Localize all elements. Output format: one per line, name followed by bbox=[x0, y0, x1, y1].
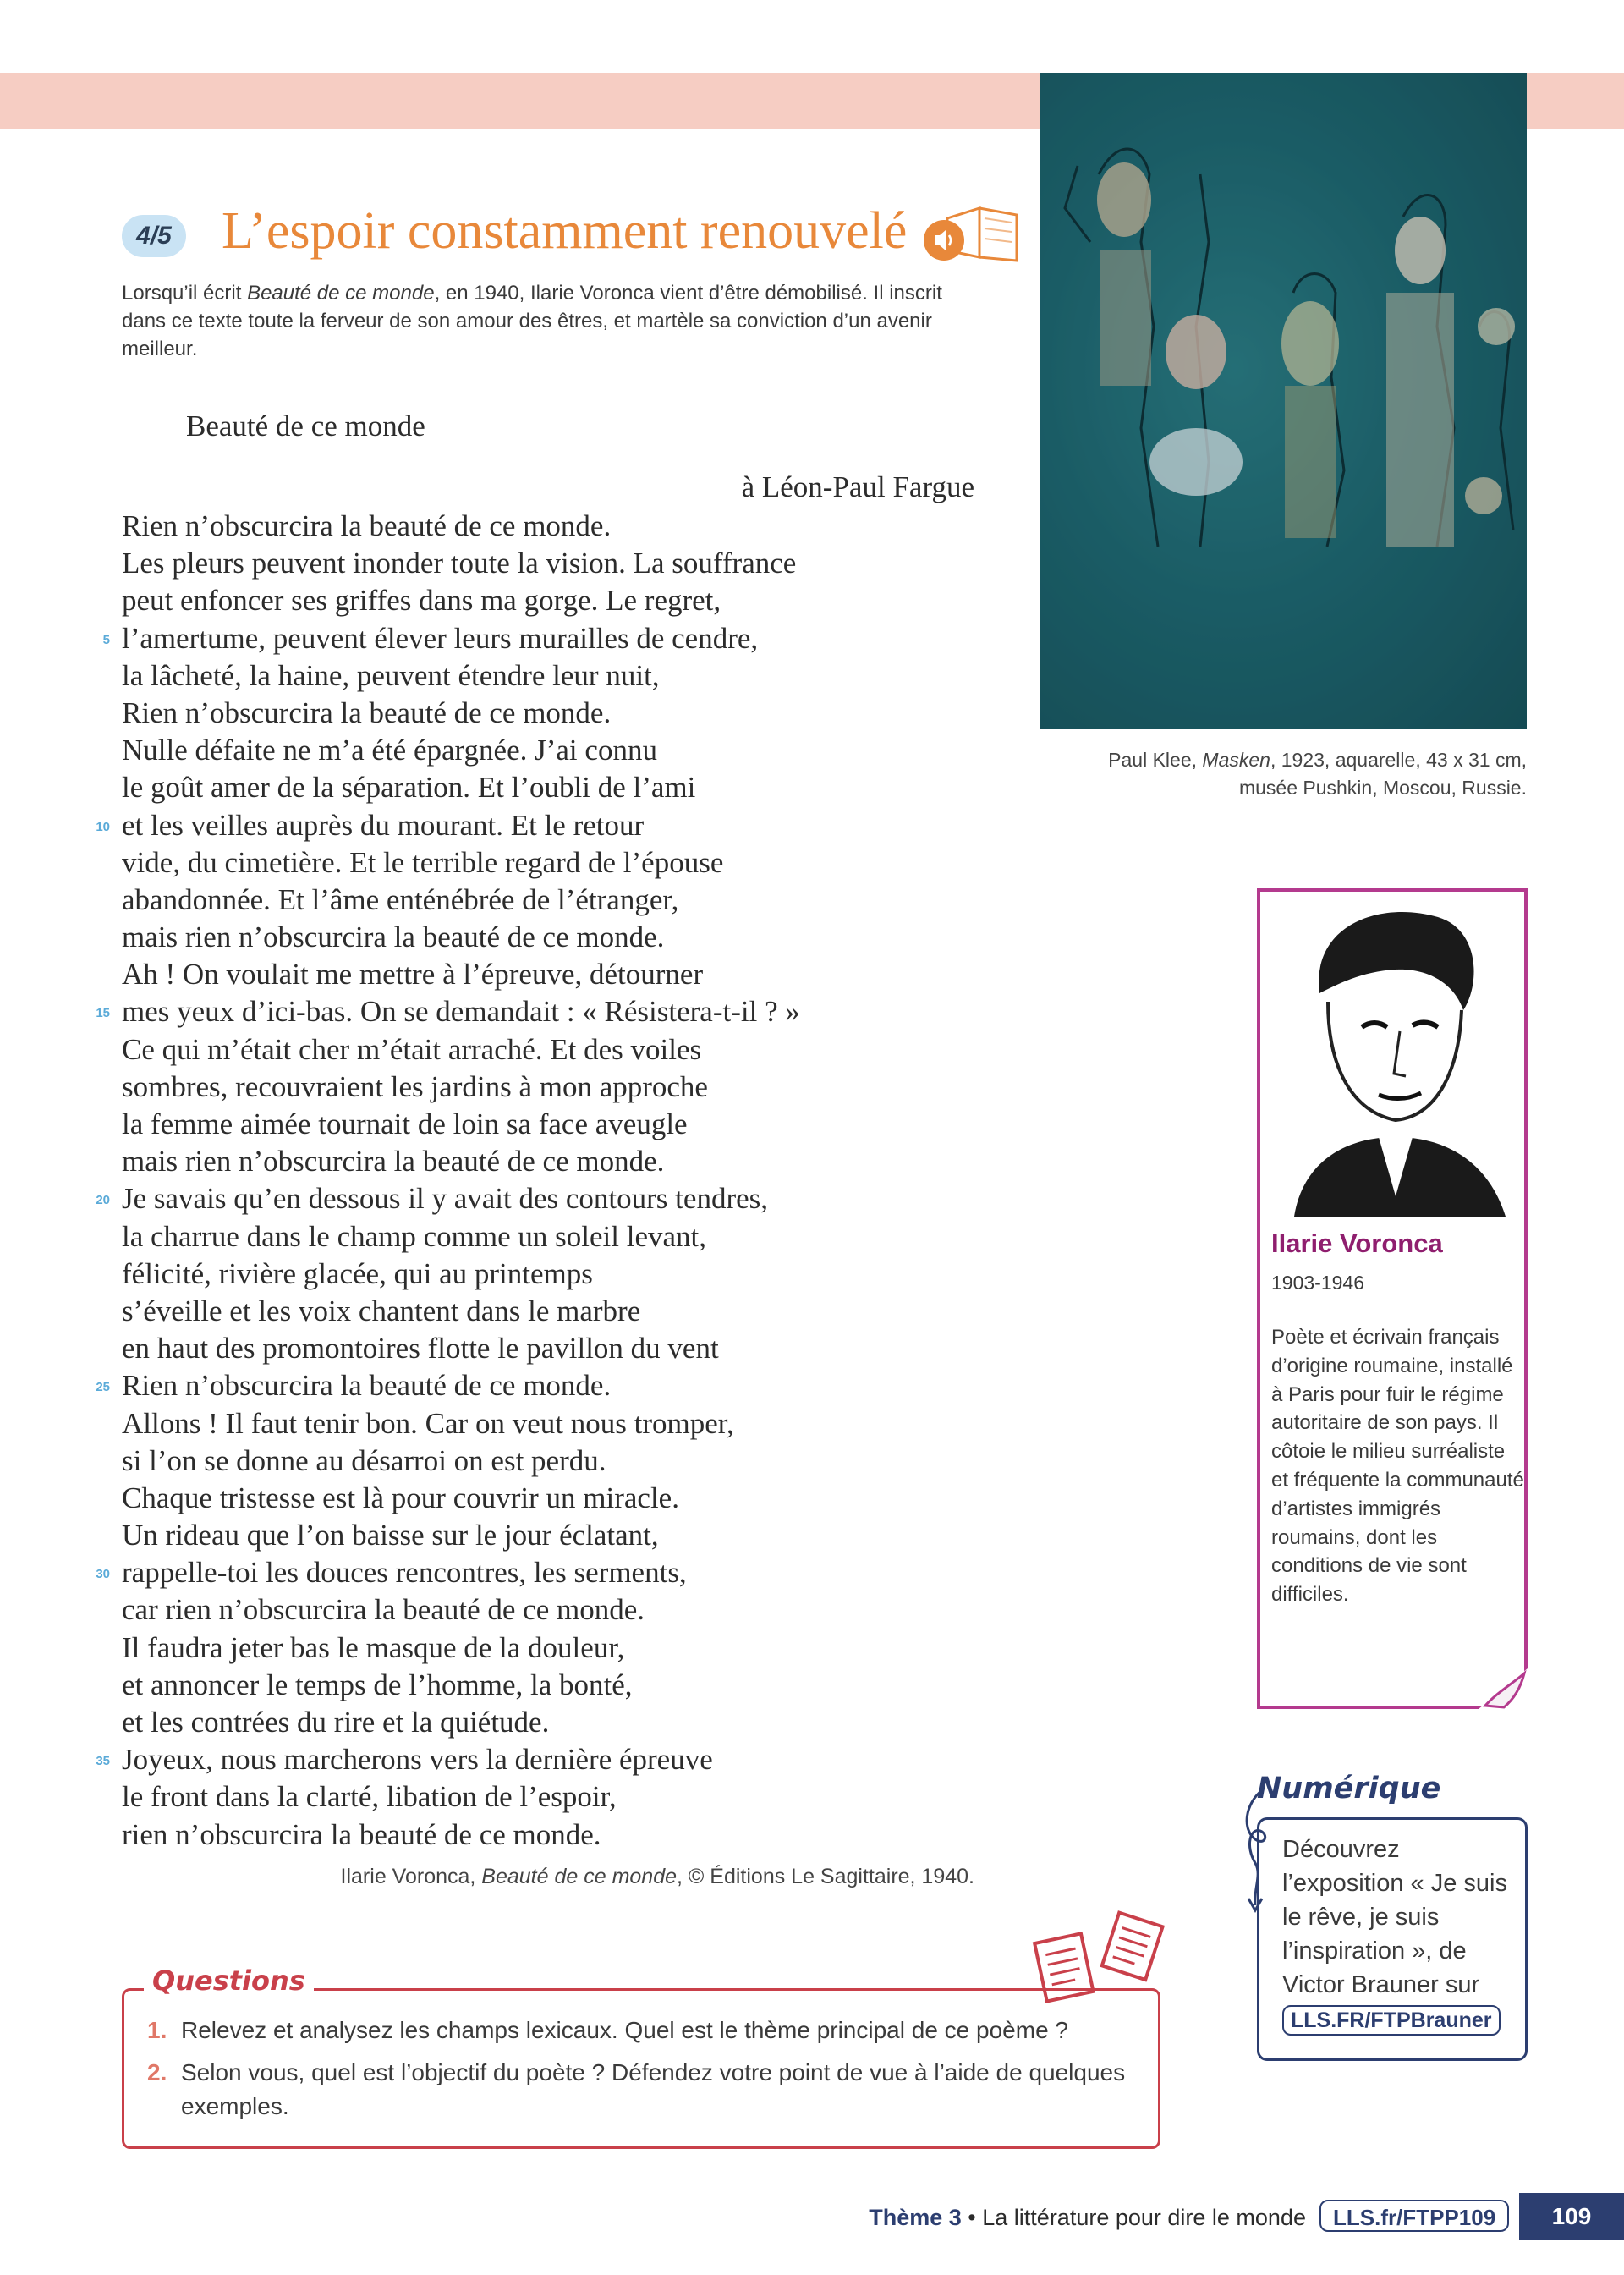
verse-text: sombres, recouvraient les jardins à mon approche bbox=[122, 1069, 708, 1103]
poem-line bbox=[122, 1480, 934, 1517]
poem-line bbox=[122, 1069, 934, 1106]
verse-text: rappelle-toi les douces rencontres, les serments, bbox=[122, 1556, 687, 1590]
verse-text: s’éveille et les voix chantent dans le marbre bbox=[122, 1294, 641, 1327]
source-work-title: Beauté de ce monde bbox=[481, 1865, 678, 1888]
painting-masken bbox=[1040, 73, 1527, 729]
poem-line bbox=[122, 1816, 934, 1854]
poem-line bbox=[96, 1180, 934, 1217]
question-number: 2. bbox=[147, 2059, 167, 2085]
poem-body bbox=[96, 508, 934, 1854]
questions-list bbox=[147, 2014, 1145, 2132]
footer-link[interactable]: LLS.fr/FTPP109 bbox=[1320, 2200, 1509, 2232]
verse-text: Les pleurs peuvent inonder toute la vision. La souffrance bbox=[122, 547, 797, 580]
verse-text: Un rideau que l’on baisse sur le jour éclatant, bbox=[122, 1519, 659, 1552]
poem-line bbox=[122, 882, 934, 919]
verse-text: mais rien n’obscurcira la beauté de ce monde. bbox=[122, 1145, 665, 1179]
verse-text: le front dans la clarté, libation de l’espoir, bbox=[122, 1780, 617, 1814]
verse-text: Nulle défaite ne m’a été épargnée. J’ai connu bbox=[122, 734, 657, 767]
poem-line bbox=[122, 1591, 934, 1629]
poem-line bbox=[122, 1517, 934, 1554]
poem-line bbox=[96, 993, 934, 1030]
verse-text: Allons ! Il faut tenir bon. Car on veut nous tromper, bbox=[122, 1406, 734, 1440]
numerique-heading: Numérique bbox=[1257, 1772, 1441, 1805]
poem-line bbox=[122, 695, 934, 732]
poem-line bbox=[122, 545, 934, 582]
poem-line bbox=[122, 1629, 934, 1667]
poem-dedication: à Léon-Paul Fargue bbox=[741, 470, 974, 503]
poem-source: Ilarie Voronca, Beauté de ce monde, © Éditions Le Sagittaire, 1940. bbox=[340, 1865, 974, 1888]
line-number: 25 bbox=[96, 1380, 110, 1395]
verse-text: la femme aimée tournait de loin sa face aveugle bbox=[122, 1107, 688, 1140]
poem-line bbox=[122, 1031, 934, 1069]
question-text: Selon vous, quel est l’objectif du poète ? Défendez votre point de vue à l’aide de quelques exemples. bbox=[181, 2059, 1126, 2119]
question-item bbox=[147, 2014, 1145, 2047]
line-number: 10 bbox=[96, 819, 110, 834]
verse-text: peut enfoncer ses griffes dans ma gorge. Le regret, bbox=[122, 584, 721, 618]
verse-text: Ah ! On voulait me mettre à l’épreuve, détourner bbox=[122, 958, 704, 992]
line-number: 20 bbox=[96, 1193, 110, 1208]
verse-text: le goût amer de la séparation. Et l’oubli de l’ami bbox=[122, 771, 696, 805]
line-number: 30 bbox=[96, 1567, 110, 1582]
verse-text: la lâcheté, la haine, peuvent étendre leur nuit, bbox=[122, 658, 660, 692]
verse-text: Rien n’obscurcira la beauté de ce monde. bbox=[122, 509, 612, 542]
caption-line-2: musée Pushkin, Moscou, Russie. bbox=[1238, 777, 1527, 799]
poem-line bbox=[96, 807, 934, 844]
poem-line bbox=[122, 1667, 934, 1704]
poem-line bbox=[122, 1256, 934, 1293]
verse-text: la charrue dans le champ comme un soleil levant, bbox=[122, 1219, 706, 1253]
line-number: 15 bbox=[96, 1006, 110, 1021]
poem-line bbox=[122, 657, 934, 695]
author-portrait bbox=[1260, 892, 1524, 1217]
line-number: 5 bbox=[102, 632, 110, 647]
verse-text: rien n’obscurcira la beauté de ce monde. bbox=[122, 1817, 601, 1851]
poem-line bbox=[122, 1704, 934, 1741]
poem-line bbox=[122, 508, 934, 545]
question-number: 1. bbox=[147, 2017, 167, 2043]
author-name: Ilarie Voronca bbox=[1271, 1228, 1443, 1258]
poem-line bbox=[96, 1367, 934, 1404]
poem-line bbox=[122, 1442, 934, 1480]
numerique-link[interactable]: LLS.FR/FTPBrauner bbox=[1282, 2005, 1501, 2036]
verse-text: si l’on se donne au désarroi on est perdu. bbox=[122, 1443, 606, 1477]
poem-line bbox=[122, 582, 934, 619]
poem-line bbox=[122, 1778, 934, 1816]
intro-work-title: Beauté de ce monde bbox=[247, 282, 435, 305]
verse-text: et les contrées du rire et la quiétude. bbox=[122, 1706, 550, 1739]
caption-line-1: Paul Klee, Masken, 1923, aquarelle, 43 x 31 cm, bbox=[1108, 749, 1527, 771]
verse-text: mes yeux d’ici-bas. On se demandait : « Résistera-t-il ? » bbox=[122, 995, 800, 1029]
line-number: 35 bbox=[96, 1754, 110, 1769]
author-dates: 1903-1946 bbox=[1271, 1272, 1364, 1294]
verse-text: félicité, rivière glacée, qui au printemps bbox=[122, 1256, 593, 1290]
poem-line bbox=[122, 1405, 934, 1442]
verse-text: l’amertume, peuvent élever leurs murailles de cendre, bbox=[122, 621, 759, 655]
verse-text: en haut des promontoires flotte le pavillon du vent bbox=[122, 1332, 719, 1366]
painting-caption bbox=[1040, 746, 1527, 802]
verse-text: Joyeux, nous marcherons vers la dernière épreuve bbox=[122, 1743, 713, 1777]
poem-line bbox=[122, 956, 934, 993]
page-title: L’espoir constamment renouvelé bbox=[222, 202, 908, 260]
verse-text: et annoncer le temps de l’homme, la bonté, bbox=[122, 1668, 633, 1701]
poem-line bbox=[122, 919, 934, 956]
poem-line bbox=[122, 1218, 934, 1256]
verse-text: Chaque tristesse est là pour couvrir un miracle. bbox=[122, 1481, 679, 1514]
poem-line bbox=[122, 1106, 934, 1143]
verse-text: abandonnée. Et l’âme enténébrée de l’étranger, bbox=[122, 882, 679, 916]
verse-text: et les veilles auprès du mourant. Et le retour bbox=[122, 808, 645, 842]
poem-line bbox=[96, 1554, 934, 1591]
poem-line bbox=[96, 1741, 934, 1778]
caption-title: Masken bbox=[1202, 749, 1270, 771]
verse-text: car rien n’obscurcira la beauté de ce monde. bbox=[122, 1593, 645, 1627]
author-bio: Poète et écrivain français d’origine roumaine, installé à Paris pour fuir le régime autoritaire de son pays. Il côtoie le milieu surréaliste et fréquente la communauté d’artistes immigrés roumains, dont les conditions de vie sont difficiles. bbox=[1271, 1326, 1524, 1607]
verse-text: Rien n’obscurcira la beauté de ce monde. bbox=[122, 1369, 612, 1403]
poem-line bbox=[122, 1330, 934, 1367]
verse-text: Ce qui m’était cher m’était arraché. Et des voiles bbox=[122, 1032, 702, 1066]
verse-text: Il faudra jeter bas le masque de la douleur, bbox=[122, 1630, 625, 1664]
poem-line bbox=[122, 1143, 934, 1180]
verse-text: mais rien n’obscurcira la beauté de ce monde. bbox=[122, 920, 665, 954]
poem-line bbox=[122, 769, 934, 806]
poem-title: Beauté de ce monde bbox=[186, 409, 425, 442]
intro-paragraph: Lorsqu’il écrit Beauté de ce monde, en 1940, Ilarie Voronca vient d’être démobilisé. Il inscrit dans ce texte toute la ferveur de son amour des êtres, et martèle sa conviction d’un avenir meilleur. bbox=[122, 282, 942, 360]
page-fold-icon bbox=[1479, 1668, 1528, 1709]
questions-heading: Questions bbox=[144, 1965, 314, 1997]
footer-theme: Thème 3 • La littérature pour dire le monde bbox=[869, 2205, 1306, 2230]
poem-line bbox=[102, 620, 934, 657]
poem-line bbox=[122, 732, 934, 769]
document-badge: 4/5 bbox=[122, 215, 186, 257]
verse-text: Je savais qu’en dessous il y avait des contours tendres, bbox=[122, 1182, 769, 1216]
verse-text: vide, du cimetière. Et le terrible regard de l’épouse bbox=[122, 845, 724, 879]
page-footer bbox=[0, 2193, 1624, 2244]
poem-line bbox=[122, 844, 934, 882]
numerique-text: Découvrez l’exposition « Je suis le rêve, je suis l’inspiration », de Victor Brauner sur LLS.FR/FTPBrauner bbox=[1282, 1833, 1519, 2036]
verse-text: Rien n’obscurcira la beauté de ce monde. bbox=[122, 695, 612, 729]
question-text: Relevez et analysez les champs lexicaux. Quel est le thème principal de ce poème ? bbox=[181, 2017, 1068, 2043]
audio-book-icon[interactable] bbox=[922, 200, 1023, 267]
page-number: 109 bbox=[1519, 2193, 1624, 2240]
question-item bbox=[147, 2056, 1145, 2124]
poem-line bbox=[122, 1293, 934, 1330]
